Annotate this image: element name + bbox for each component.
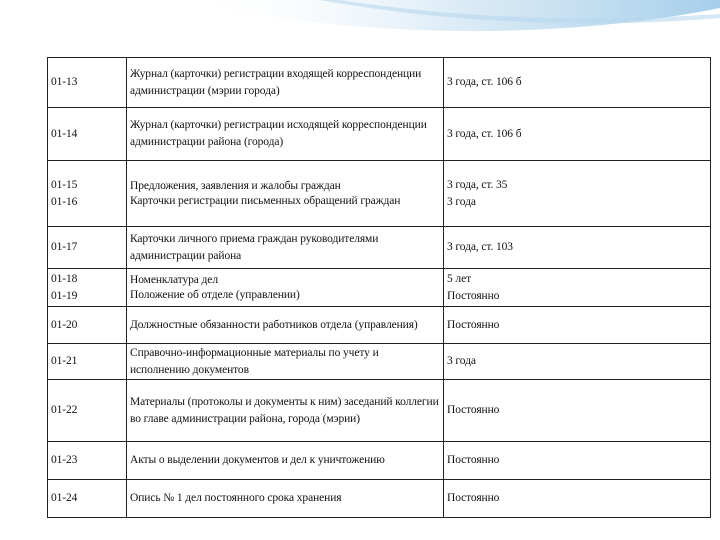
item-title: Должностные обязанности работников отдела (управления) xyxy=(130,318,418,331)
retention-term: 3 года xyxy=(447,195,476,208)
item-code-cell xyxy=(48,307,127,344)
item-code: 01-20 xyxy=(51,318,78,331)
retention-term: Постоянно xyxy=(447,289,500,302)
item-code-cell xyxy=(48,480,127,518)
item-title: Материалы (протоколы и документы к ним) заседаний коллегии во главе администрации района, города (мэрии) xyxy=(130,395,439,425)
item-code-cell xyxy=(48,380,127,442)
retention-term-cell xyxy=(444,269,711,307)
retention-term-cell xyxy=(444,58,711,108)
item-title-cell xyxy=(127,442,444,480)
retention-term: 3 года, ст. 106 б xyxy=(447,127,522,140)
item-title: Справочно-информационные материалы по учету и исполнению документов xyxy=(130,346,379,376)
retention-term: Постоянно xyxy=(447,454,500,466)
item-code: 01-14 xyxy=(51,127,78,140)
item-code: 01-17 xyxy=(51,241,78,253)
item-code: 01-16 xyxy=(51,195,78,208)
item-title-cell xyxy=(127,307,444,344)
retention-term-cell xyxy=(444,344,711,380)
item-title: Карточки регистрации письменных обращений граждан xyxy=(130,194,401,207)
item-title: Журнал (карточки) регистрации входящей корреспонденции администрации (мэрии города) xyxy=(130,67,422,97)
item-code: 01-22 xyxy=(51,404,78,416)
retention-term: Постоянно xyxy=(447,318,500,331)
item-code-cell xyxy=(48,344,127,380)
retention-term-cell xyxy=(444,380,711,442)
item-title: Номенклатура дел xyxy=(130,274,218,286)
item-title-cell xyxy=(127,380,444,442)
retention-term: Постоянно xyxy=(447,404,500,416)
table-row xyxy=(48,442,711,480)
item-code: 01-21 xyxy=(51,355,78,367)
table-row xyxy=(48,380,711,442)
retention-term: 3 года xyxy=(447,355,476,367)
retention-term-cell xyxy=(444,307,711,344)
retention-term: 5 лет xyxy=(447,272,471,285)
background-swoosh xyxy=(0,0,720,60)
retention-term-cell xyxy=(444,227,711,269)
retention-term: Постоянно xyxy=(447,492,500,504)
table-row xyxy=(48,344,711,380)
item-code-cell xyxy=(48,108,127,161)
item-code-cell xyxy=(48,161,127,227)
item-title-cell xyxy=(127,108,444,161)
item-title: Положение об отделе (управлении) xyxy=(130,288,300,301)
item-code-cell xyxy=(48,269,127,307)
item-title-cell xyxy=(127,269,444,307)
item-title-cell xyxy=(127,58,444,108)
table-row xyxy=(48,480,711,518)
table-row xyxy=(48,269,711,307)
item-title-cell xyxy=(127,161,444,227)
item-title: Опись № 1 дел постоянного срока хранения xyxy=(130,492,342,504)
retention-term-cell xyxy=(444,108,711,161)
item-title: Предложения, заявления и жалобы граждан xyxy=(130,180,341,192)
item-title-cell xyxy=(127,227,444,269)
item-title: Акты о выделении документов и дел к уничтожению xyxy=(130,454,385,466)
item-code: 01-13 xyxy=(51,76,78,88)
item-title: Журнал (карточки) регистрации исходящей корреспонденции администрации района (города) xyxy=(130,119,427,148)
item-title: Карточки личного приема граждан руководителями администрации района xyxy=(130,232,379,262)
nomenclature-table xyxy=(47,57,711,518)
item-code: 01-24 xyxy=(51,492,78,504)
item-code-cell xyxy=(48,227,127,269)
table-row xyxy=(48,227,711,269)
retention-term: 3 года, ст. 35 xyxy=(447,178,508,191)
table-row xyxy=(48,307,711,344)
item-code-cell xyxy=(48,58,127,108)
retention-term: 3 года, ст. 106 б xyxy=(447,76,522,88)
item-code: 01-18 xyxy=(51,272,78,285)
item-code: 01-23 xyxy=(51,454,78,466)
table-body xyxy=(48,58,711,518)
item-code: 01-15 xyxy=(51,178,78,191)
item-title-cell xyxy=(127,480,444,518)
table-row xyxy=(48,108,711,161)
retention-term: 3 года, ст. 103 xyxy=(447,241,513,253)
item-code: 01-19 xyxy=(51,289,78,302)
item-code-cell xyxy=(48,442,127,480)
table-row xyxy=(48,161,711,227)
retention-term-cell xyxy=(444,442,711,480)
table-row xyxy=(48,58,711,108)
retention-term-cell xyxy=(444,480,711,518)
item-title-cell xyxy=(127,344,444,380)
retention-term-cell xyxy=(444,161,711,227)
